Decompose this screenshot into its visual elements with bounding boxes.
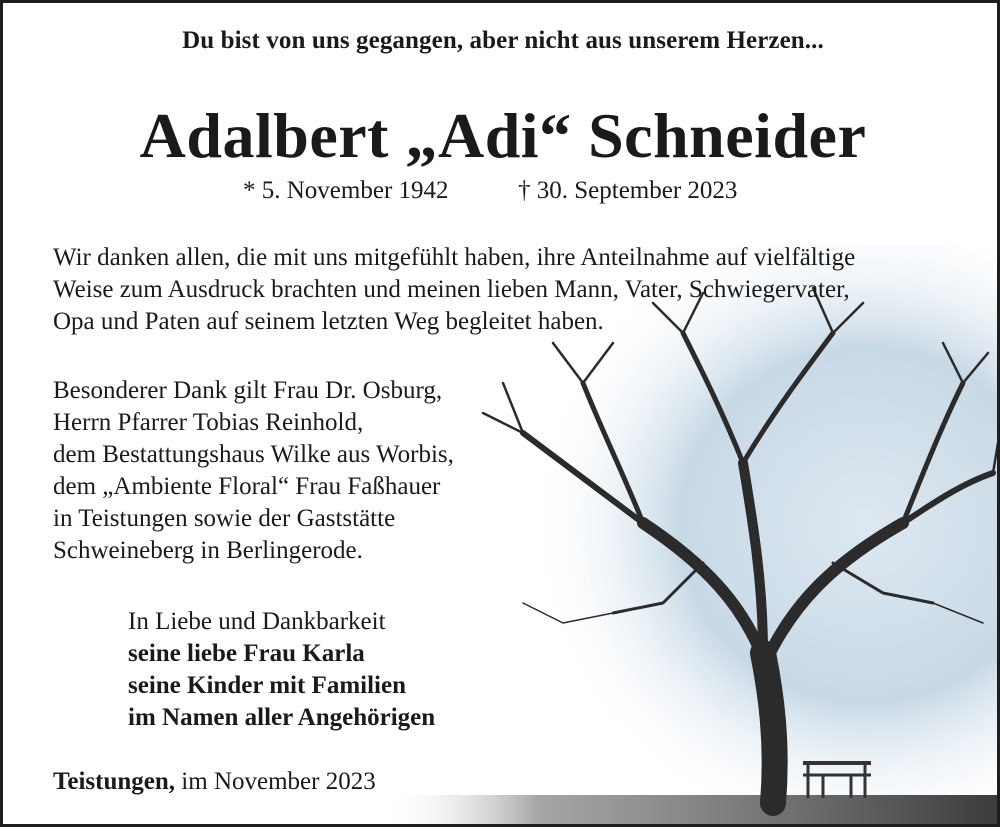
signature-block bbox=[128, 606, 435, 734]
closing-text: In Liebe und Dankbarkeit bbox=[128, 608, 386, 635]
signatory: seine Kinder mit Familien bbox=[128, 672, 406, 699]
place-date-line bbox=[53, 768, 376, 796]
special-thanks-line: dem Bestattungshaus Wilke aus Worbis, bbox=[53, 441, 454, 468]
special-thanks-line: Schweineberg in Berlingerode. bbox=[53, 537, 363, 564]
birth-date: * 5. November 1942 bbox=[243, 177, 449, 204]
special-thanks-line: in Teistungen sowie der Gaststätte bbox=[53, 505, 396, 532]
special-thanks-paragraph bbox=[53, 375, 454, 567]
date-text: im November 2023 bbox=[181, 768, 376, 795]
special-thanks-line: dem „Ambiente Floral“ Frau Faßhauer bbox=[53, 473, 441, 500]
special-thanks-line: Herrn Pfarrer Tobias Reinhold, bbox=[53, 409, 364, 436]
signatory: im Namen aller Angehörigen bbox=[128, 704, 436, 731]
deceased-name: Adalbert „Adi“ Schneider bbox=[139, 100, 867, 171]
thanks-line: Weise zum Ausdruck brachten und meinen lieben Mann, Vater, Schwiegervater, bbox=[53, 276, 850, 303]
signatory: seine liebe Frau Karla bbox=[128, 640, 365, 667]
special-thanks-line: Besonderer Dank gilt Frau Dr. Osburg, bbox=[53, 377, 443, 404]
thanks-paragraph bbox=[53, 242, 855, 338]
thanks-line: Wir danken allen, die mit uns mitgefühlt haben, ihre Anteilnahme auf vielfältige bbox=[53, 244, 856, 271]
death-date: † 30. September 2023 bbox=[518, 177, 738, 204]
thanks-line: Opa und Paten auf seinem letzten Weg begleitet haben. bbox=[53, 308, 604, 335]
motto-text: Du bist von uns gegangen, aber nicht aus unserem Herzen... bbox=[182, 27, 824, 54]
place-text: Teistungen, bbox=[53, 768, 176, 795]
